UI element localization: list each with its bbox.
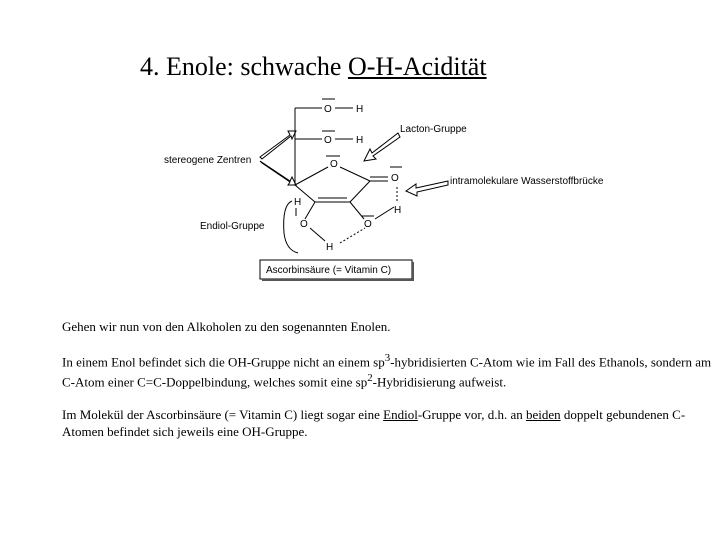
label-stereogen: stereogene Zentren — [164, 155, 252, 166]
p3-underlined-2: beiden — [525, 406, 561, 422]
atom-o-carbonyl: O — [391, 173, 399, 184]
atom-h-bottom: H — [326, 242, 334, 253]
hbond-bottom-dots — [340, 228, 365, 243]
p2-part-b: -hybridisierten C-Atom wie im Fall des Ethanols, sondern am C-Atom einer C=C-Doppelbindung, welches somit eine sp — [62, 354, 712, 390]
atom-h-hbond: H — [394, 205, 402, 216]
atom-o-top: O — [324, 104, 332, 115]
bond-c-o-right — [350, 202, 364, 219]
label-endiol: Endiol-Gruppe — [200, 221, 265, 232]
p3-part-c: doppelt gebundenen C-Atomen befindet sich jeweils eine OH-Gruppe. — [62, 406, 686, 439]
paragraph-2 — [62, 350, 712, 391]
arrow-hbond — [406, 181, 448, 196]
ring-bond-3 — [350, 181, 370, 202]
atom-h-left: H — [294, 197, 302, 208]
arrow-stereogen-1 — [260, 131, 296, 159]
arrow-stereogen-2 — [260, 161, 296, 185]
paragraph-1: Gehen wir nun von den Alkoholen zu den sogenannten Enolen. — [62, 319, 391, 334]
ascorbic-acid-structure — [150, 95, 630, 285]
label-lacton: Lacton-Gruppe — [400, 124, 467, 135]
paragraph-3 — [62, 406, 712, 440]
p3-underlined-1: Endiol — [383, 406, 418, 422]
title-prefix: 4. Enole: schwache — [140, 52, 348, 81]
p2-part-a: In einem Enol befindet sich die OH-Gruppe nicht an einem sp — [62, 354, 385, 370]
bond-o-h-bottom — [310, 228, 325, 241]
atom-o-left: O — [300, 219, 308, 230]
p3-part-b: -Gruppe vor, d.h. an — [417, 406, 526, 422]
ring-bond-2 — [340, 167, 370, 181]
label-hbond: intramolekulare Wasserstoffbrücke — [450, 176, 604, 187]
p3-part-a: Im Molekül der Ascorbinsäure (= Vitamin C) liegt sogar eine — [62, 406, 384, 422]
ring-bond-1 — [295, 167, 328, 185]
title-underlined: O-H-Acidität — [347, 52, 487, 81]
atom-h-top: H — [356, 104, 364, 115]
arrow-lacton — [364, 133, 400, 161]
body-text — [62, 318, 712, 455]
bond-h-o-right — [375, 207, 394, 219]
p2-part-c: -Hybridisierung aufweist. — [372, 374, 507, 390]
atom-o-mid: O — [324, 135, 332, 146]
p2-sup-2: 2 — [367, 372, 373, 385]
atom-h-mid: H — [356, 135, 364, 146]
atom-o-ring: O — [330, 159, 338, 170]
atom-o-right: O — [364, 219, 372, 230]
p2-sup-1: 3 — [384, 352, 391, 364]
slide-title — [140, 52, 487, 82]
caption-text: Ascorbinsäure (= Vitamin C) — [266, 265, 392, 276]
bond-c-o-left — [305, 202, 315, 219]
